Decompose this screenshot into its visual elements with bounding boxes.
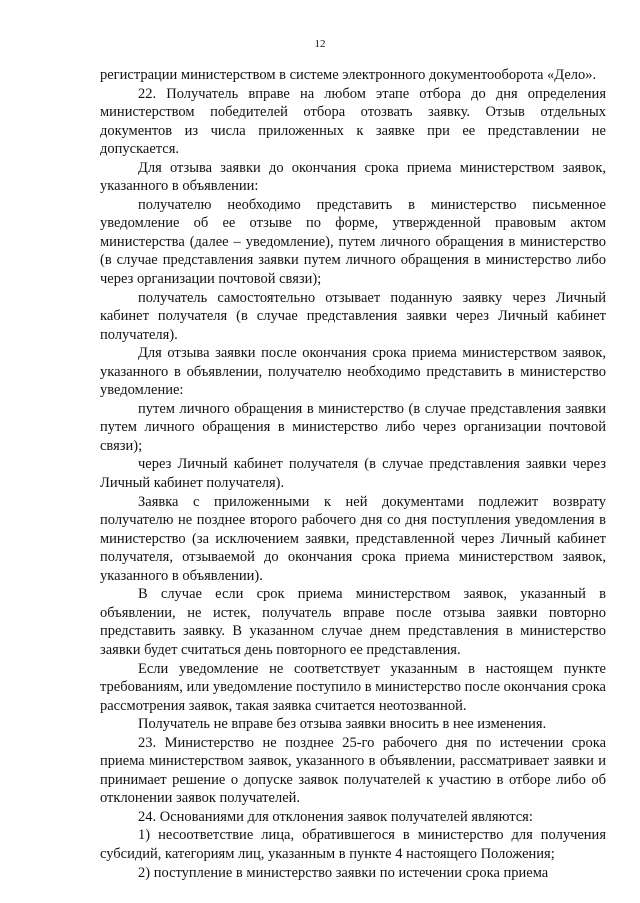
paragraph: Заявка с приложенными к ней документами подлежит возврату получателю не позднее второго рабочего дня со дня поступления уведомления в министерство (за исключением заявки, представленной через Личный кабинет получателя, отзываемой до окончания срока приема министерством заявок, указанного в объявлении). [100,493,606,584]
paragraph: 24. Основаниями для отклонения заявок получателей являются: [138,808,533,825]
paragraph: путем личного обращения в министерство (в случае представления заявки путем личного обращения в министерство либо через организации почтовой связи); [100,400,606,454]
paragraph: В случае если срок приема министерством заявок, указанный в объявлении, не истек, получатель вправе после отзыва заявки повторно представить заявку. В указанном случае днем представления в министерство заявки будет считаться день повторного ее представления. [100,586,606,658]
paragraph: Получатель не вправе без отзыва заявки вносить в нее изменения. [138,716,547,733]
paragraph: 23. Министерство не позднее 25-го рабочего дня по истечении срока приема министерством заявок, указанного в объявлении, рассматривает заявки и принимает решение о допуске заявок получателей к участию в отборе либо об отклонении заявок получателей. [100,734,606,807]
paragraph: Если уведомление не соответствует указанным в настоящем пункте требованиям, или уведомление поступило в министерство после окончания срока рассмотрения заявок, такая заявка считается неотозванной. [100,660,606,714]
paragraph: Для отзыва заявки до окончания срока приема министерством заявок, указанного в объявлении: [100,159,606,195]
paragraph: Для отзыва заявки после окончания срока приема министерством заявок, указанного в объявлении, получателю необходимо представить в министерство уведомление: [100,345,606,399]
document-body [100,66,606,882]
paragraph: регистрации министерством в системе электронного документооборота «Дело». [100,67,597,83]
paragraph: 22. Получатель вправе на любом этапе отбора до дня определения министерством победителей отбора отозвать заявку. Отзыв отдельных документов из числа приложенных к заявке при ее представлении не допускается. [100,85,606,158]
paragraph: 2) поступление в министерство заявки по истечении срока приема [138,864,549,881]
paragraph: получатель самостоятельно отзывает поданную заявку через Личный кабинет получателя (в случае представления заявки через Личный кабинет получателя). [100,289,606,343]
paragraph: 1) несоответствие лица, обратившегося в министерство для получения субсидий, категориям лиц, указанным в пункте 4 настоящего Положения; [100,827,606,862]
page-number: 12 [314,38,326,50]
paragraph: через Личный кабинет получателя (в случае представления заявки через Личный кабинет получателя). [100,456,606,492]
paragraph: получателю необходимо представить в министерство письменное уведомление об ее отзыве по форме, утвержденной правовым актом министерства (далее – уведомление), путем личного обращения в министерство (в случае представления заявки путем личного обращения в министерство либо через организации почтовой связи); [100,196,606,288]
